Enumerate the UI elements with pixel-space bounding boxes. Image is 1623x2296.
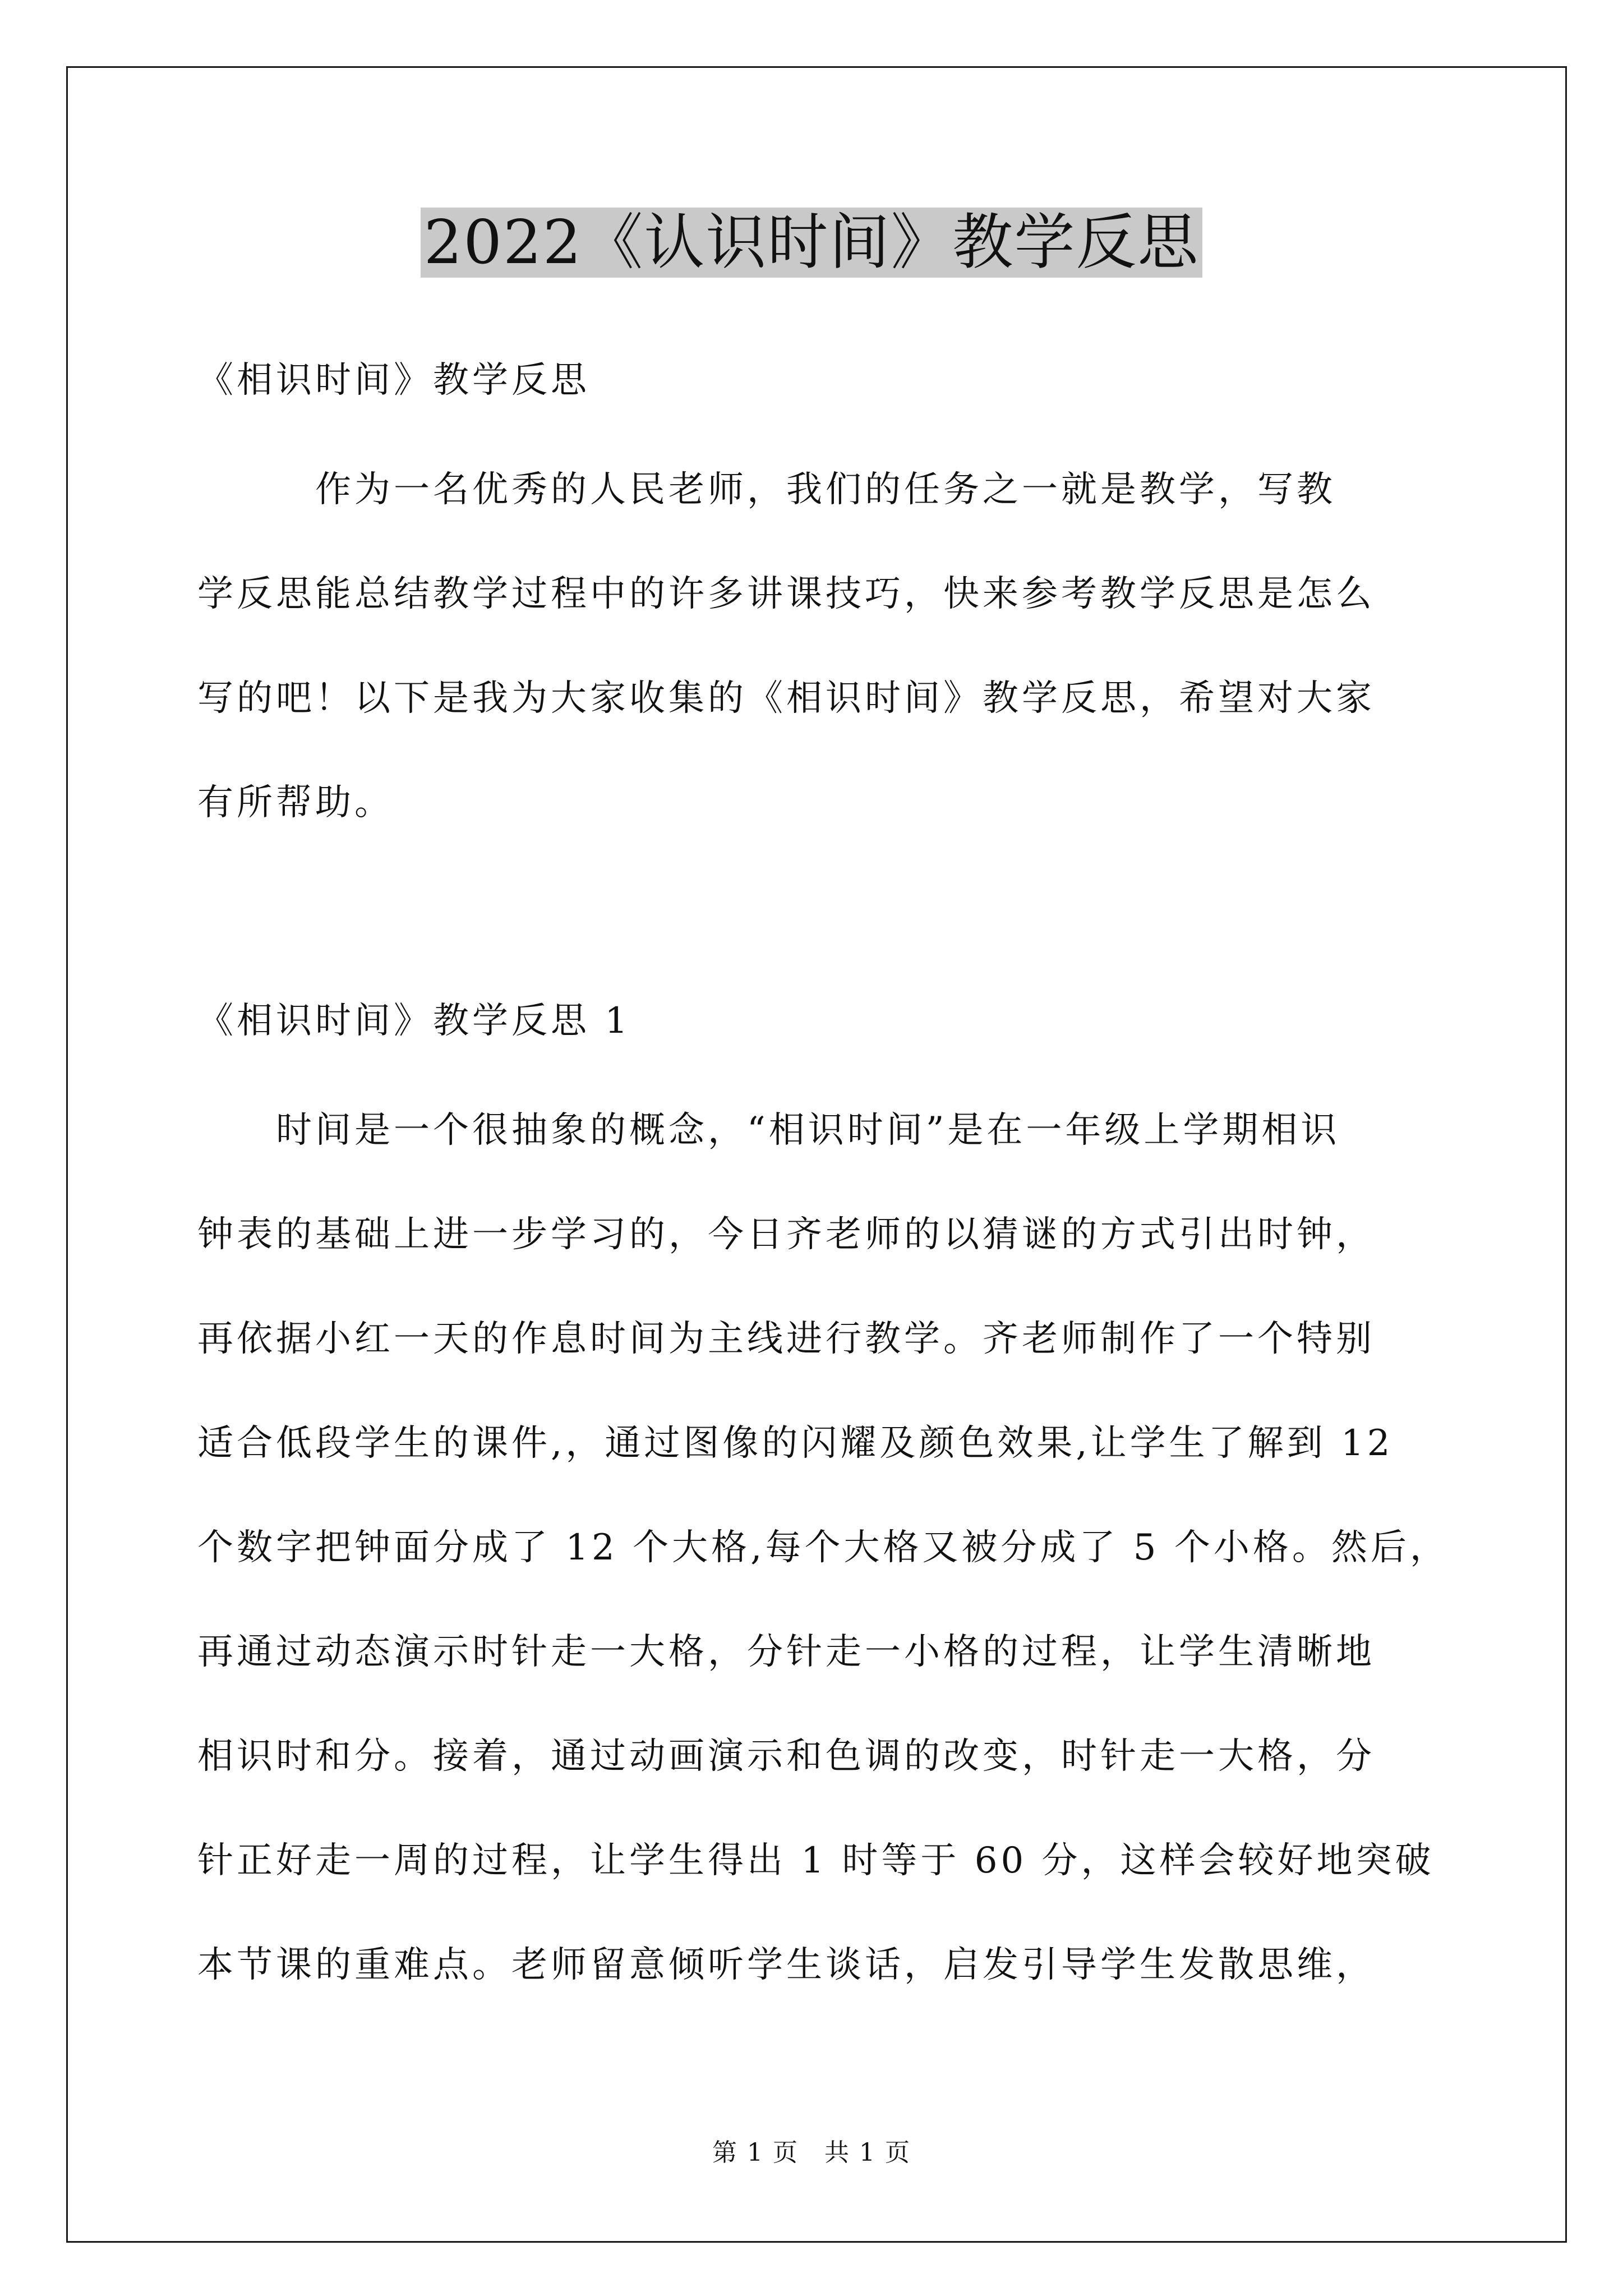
page-footer: 第 1 页 共 1 页 xyxy=(712,2138,911,2167)
document-title-text: 2022《认识时间》教学反思 xyxy=(421,208,1203,278)
paragraph-line: 再通过动态演示时针走一大格，分针走一小格的过程，让学生清晰地 xyxy=(197,1631,1375,1673)
paragraph-line: 有所帮助。 xyxy=(197,782,394,823)
paragraph-line: 再依据小红一天的作息时间为主线进行教学。齐老师制作了一个特别 xyxy=(197,1318,1375,1360)
paragraph-line: 本节课的重难点。老师留意倾听学生谈话，启发引导学生发散思维， xyxy=(197,1944,1375,1986)
paragraph-line: 针正好走一周的过程，让学生得出 1 时等于 60 分，这样会较好地突破 xyxy=(197,1840,1435,1881)
intro-paragraph xyxy=(197,438,1431,855)
section-1-paragraph xyxy=(197,1078,1449,2017)
paragraph-line: 个数字把钟面分成了 12 个大格,每个大格又被分成了 5 个小格。然后， xyxy=(197,1527,1449,1568)
paragraph-line: 钟表的基础上进一步学习的，今日齐老师的以猜谜的方式引出时钟， xyxy=(197,1214,1375,1255)
paragraph-line: 作为一名优秀的人民老师，我们的任务之一就是教学，写教 xyxy=(197,469,1336,510)
paragraph-line: 写的吧！以下是我为大家收集的《相识时间》教学反思，希望对大家 xyxy=(197,678,1375,719)
paragraph-line: 学反思能总结教学过程中的许多讲课技巧，快来参考教学反思是怎么 xyxy=(197,573,1375,615)
paragraph-line: 相识时和分。接着，通过动画演示和色调的改变，时针走一大格，分 xyxy=(197,1736,1375,1777)
document-title xyxy=(0,206,1623,279)
section-heading-1: 《相识时间》教学反思 1 xyxy=(197,1000,631,1042)
subtitle: 《相识时间》教学反思 xyxy=(197,360,590,401)
paragraph-line: 适合低段学生的课件,，通过图像的闪耀及颜色效果,让学生了解到 12 xyxy=(197,1423,1394,1464)
paragraph-line: 时间是一个很抽象的概念，“相识时间”是在一年级上学期相识 xyxy=(197,1110,1340,1151)
